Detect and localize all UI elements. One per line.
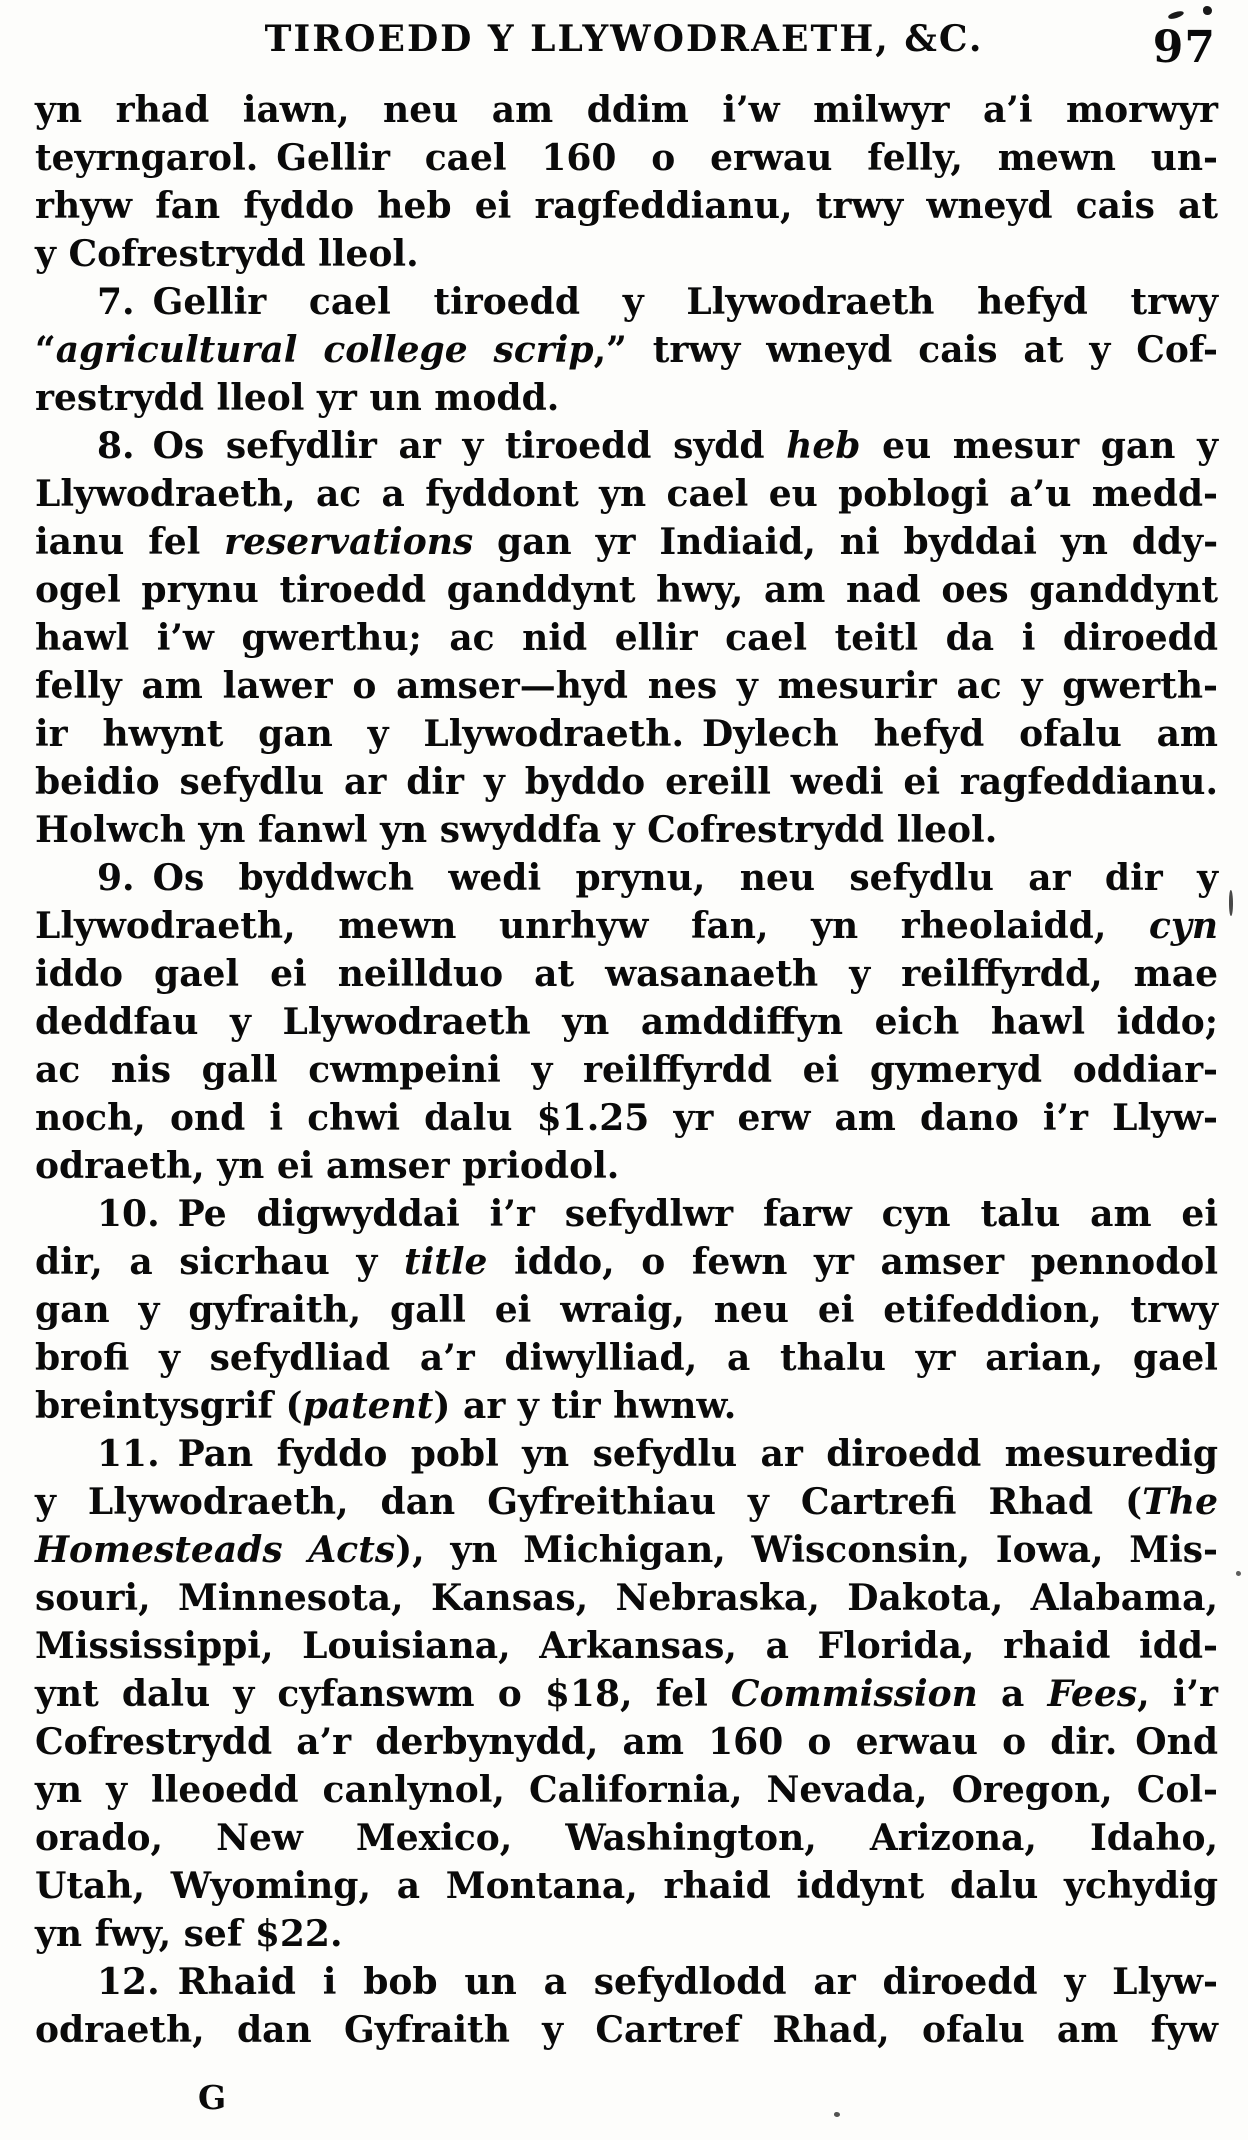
text-line — [35, 998, 1218, 1046]
text-line — [35, 1046, 1218, 1094]
italic-segment: Commission — [730, 1673, 978, 1715]
italic-segment: agricultural college scrip — [55, 329, 594, 371]
text-line — [35, 230, 1218, 278]
text-line — [35, 374, 1218, 422]
text-line — [35, 278, 1218, 326]
italic-segment: Fees — [1047, 1673, 1138, 1715]
text-line — [35, 326, 1218, 374]
text-line — [35, 1958, 1218, 2006]
text-segment: breintysgrif ( — [35, 1385, 303, 1427]
text-segment: orado, New Mexico, Washington, Arizona, Idaho, — [35, 1817, 1218, 1859]
text-line — [35, 470, 1218, 518]
text-line — [35, 950, 1218, 998]
text-segment: gan y gyfraith, gall ei wraig, neu ei etifeddion, trwy — [35, 1289, 1218, 1331]
text-line — [35, 1238, 1218, 1286]
text-line — [35, 1814, 1218, 1862]
text-segment: 8. Os sefydlir ar y tiroedd sydd — [97, 425, 787, 467]
text-line — [35, 1142, 1218, 1190]
page-body — [35, 86, 1218, 2054]
text-segment: Cofrestrydd a’r derbynydd, am 160 o erwau o dir. Ond — [35, 1721, 1218, 1763]
text-segment: beidio sefydlu ar dir y byddo ereill wedi ei ragfeddianu. — [35, 761, 1218, 803]
text-segment: ac nis gall cwmpeini y reilffyrdd ei gymeryd oddiar- — [35, 1049, 1218, 1091]
text-line — [35, 566, 1218, 614]
text-segment: yn y lleoedd canlynol, California, Nevada, Oregon, Col- — [35, 1769, 1218, 1811]
text-segment: , i’r — [1137, 1673, 1218, 1715]
text-segment: 12. Rhaid i bob un a sefydlodd ar diroedd y Llyw- — [97, 1961, 1218, 2003]
text-segment: teyrngarol. Gellir cael 160 o erwau felly, mewn un- — [35, 137, 1218, 179]
text-line — [35, 758, 1218, 806]
text-segment: Mississippi, Louisiana, Arkansas, a Florida, rhaid idd- — [35, 1625, 1218, 1667]
page-number: 97 — [1152, 22, 1216, 73]
text-segment: dir, a sicrhau y — [35, 1241, 404, 1283]
text-line — [35, 422, 1218, 470]
text-segment: ir hwynt gan y Llywodraeth. Dylech hefyd ofalu am — [35, 713, 1218, 755]
text-line — [35, 1382, 1218, 1430]
text-segment: ynt dalu y cyfanswm o $18, fel — [35, 1673, 731, 1715]
text-segment: 9. Os byddwch wedi prynu, neu sefydlu ar dir y — [97, 857, 1218, 899]
ink-speck — [1203, 6, 1212, 15]
text-segment: odraeth, yn ei amser priodol. — [35, 1145, 620, 1187]
text-line — [35, 1478, 1218, 1526]
italic-segment: patent — [302, 1385, 434, 1427]
text-segment: ogel prynu tiroedd ganddynt hwy, am nad oes ganddynt — [35, 569, 1218, 611]
text-line — [35, 1862, 1218, 1910]
ink-speck — [834, 2112, 840, 2117]
text-line — [35, 662, 1218, 710]
text-segment: yn fwy, sef $22. — [35, 1913, 343, 1955]
italic-segment: heb — [786, 425, 861, 467]
text-segment: Utah, Wyoming, a Montana, rhaid iddynt dalu ychydig — [35, 1865, 1218, 1907]
text-segment: rhyw fan fyddo heb ei ragfeddianu, trwy wneyd cais at — [35, 185, 1218, 227]
text-line — [35, 710, 1218, 758]
text-line — [35, 1670, 1218, 1718]
text-segment: ), yn Michigan, Wisconsin, Iowa, Mis- — [395, 1529, 1218, 1571]
text-segment: 11. Pan fyddo pobl yn sefydlu ar diroedd mesuredig — [97, 1433, 1218, 1475]
text-line — [35, 1334, 1218, 1382]
text-segment: felly am lawer o amser—hyd nes y mesurir ac y gwerth- — [35, 665, 1218, 707]
text-segment: 7. Gellir cael tiroedd y Llywodraeth hefyd trwy — [97, 281, 1218, 323]
text-line — [35, 1526, 1218, 1574]
text-segment: brofi y sefydliad a’r diwylliad, a thalu yr arian, gael — [35, 1337, 1218, 1379]
text-segment: hawl i’w gwerthu; ac nid ellir cael teitl da i diroedd — [35, 617, 1218, 659]
text-segment: eu mesur gan y — [860, 425, 1218, 467]
text-line — [35, 182, 1218, 230]
text-line — [35, 1094, 1218, 1142]
italic-segment: Homesteads Acts — [35, 1529, 396, 1571]
text-line — [35, 806, 1218, 854]
text-line — [35, 1574, 1218, 1622]
text-segment: restrydd lleol yr un modd. — [35, 377, 560, 419]
text-segment: Holwch yn fanwl yn swyddfa y Cofrestrydd lleol. — [35, 809, 998, 851]
text-segment: “ — [35, 329, 56, 371]
text-line — [35, 1718, 1218, 1766]
ink-speck — [1236, 1571, 1241, 1576]
text-segment: yn rhad iawn, neu am ddim i’w milwyr a’i morwyr — [35, 89, 1218, 131]
text-line — [35, 614, 1218, 662]
text-segment: souri, Minnesota, Kansas, Nebraska, Dakota, Alabama, — [35, 1577, 1218, 1619]
page-header — [0, 18, 1248, 73]
italic-segment: The — [1142, 1481, 1218, 1523]
text-segment: Llywodraeth, ac a fyddont yn cael eu poblogi a’u medd- — [35, 473, 1218, 515]
text-line — [35, 518, 1218, 566]
italic-segment: reservations — [224, 521, 474, 563]
text-segment: y Cofrestrydd lleol. — [35, 233, 419, 275]
text-segment: ,” trwy wneyd cais at y Cof- — [593, 329, 1218, 371]
text-line — [35, 1622, 1218, 1670]
ink-speck — [1229, 890, 1233, 916]
text-line — [35, 854, 1218, 902]
italic-segment: cyn — [1148, 905, 1218, 947]
text-segment: ) ar y tir hwnw. — [433, 1385, 737, 1427]
text-segment: iddo, o fewn yr amser pennodol — [487, 1241, 1218, 1283]
text-segment: y Llywodraeth, dan Gyfreithiau y Cartrefi Rhad ( — [35, 1481, 1143, 1523]
text-line — [35, 1910, 1218, 1958]
text-line — [35, 1766, 1218, 1814]
text-segment: gan yr Indiaid, ni byddai yn ddy- — [473, 521, 1219, 563]
text-segment: ianu fel — [35, 521, 225, 563]
text-line — [35, 134, 1218, 182]
text-segment: a — [977, 1673, 1048, 1715]
text-line — [35, 1286, 1218, 1334]
text-line — [35, 1190, 1218, 1238]
italic-segment: title — [403, 1241, 488, 1283]
text-segment: Llywodraeth, mewn unrhyw fan, yn rheolaidd, — [35, 905, 1149, 947]
text-line — [35, 1430, 1218, 1478]
text-segment: deddfau y Llywodraeth yn amddiffyn eich hawl iddo; — [35, 1001, 1218, 1043]
text-segment: 10. Pe digwyddai i’r sefydlwr farw cyn talu am ei — [97, 1193, 1218, 1235]
text-segment: iddo gael ei neillduo at wasanaeth y reilffyrdd, mae — [35, 953, 1218, 995]
text-line — [35, 86, 1218, 134]
running-title: TIROEDD Y LLYWODRAETH, &C. — [264, 18, 984, 60]
text-segment: odraeth, dan Gyfraith y Cartref Rhad, ofalu am fyw — [35, 2009, 1218, 2051]
printer-signature-mark: G — [198, 2078, 227, 2117]
text-segment: noch, ond i chwi dalu $1.25 yr erw am dano i’r Llyw- — [35, 1097, 1218, 1139]
text-line — [35, 902, 1218, 950]
text-line — [35, 2006, 1218, 2054]
